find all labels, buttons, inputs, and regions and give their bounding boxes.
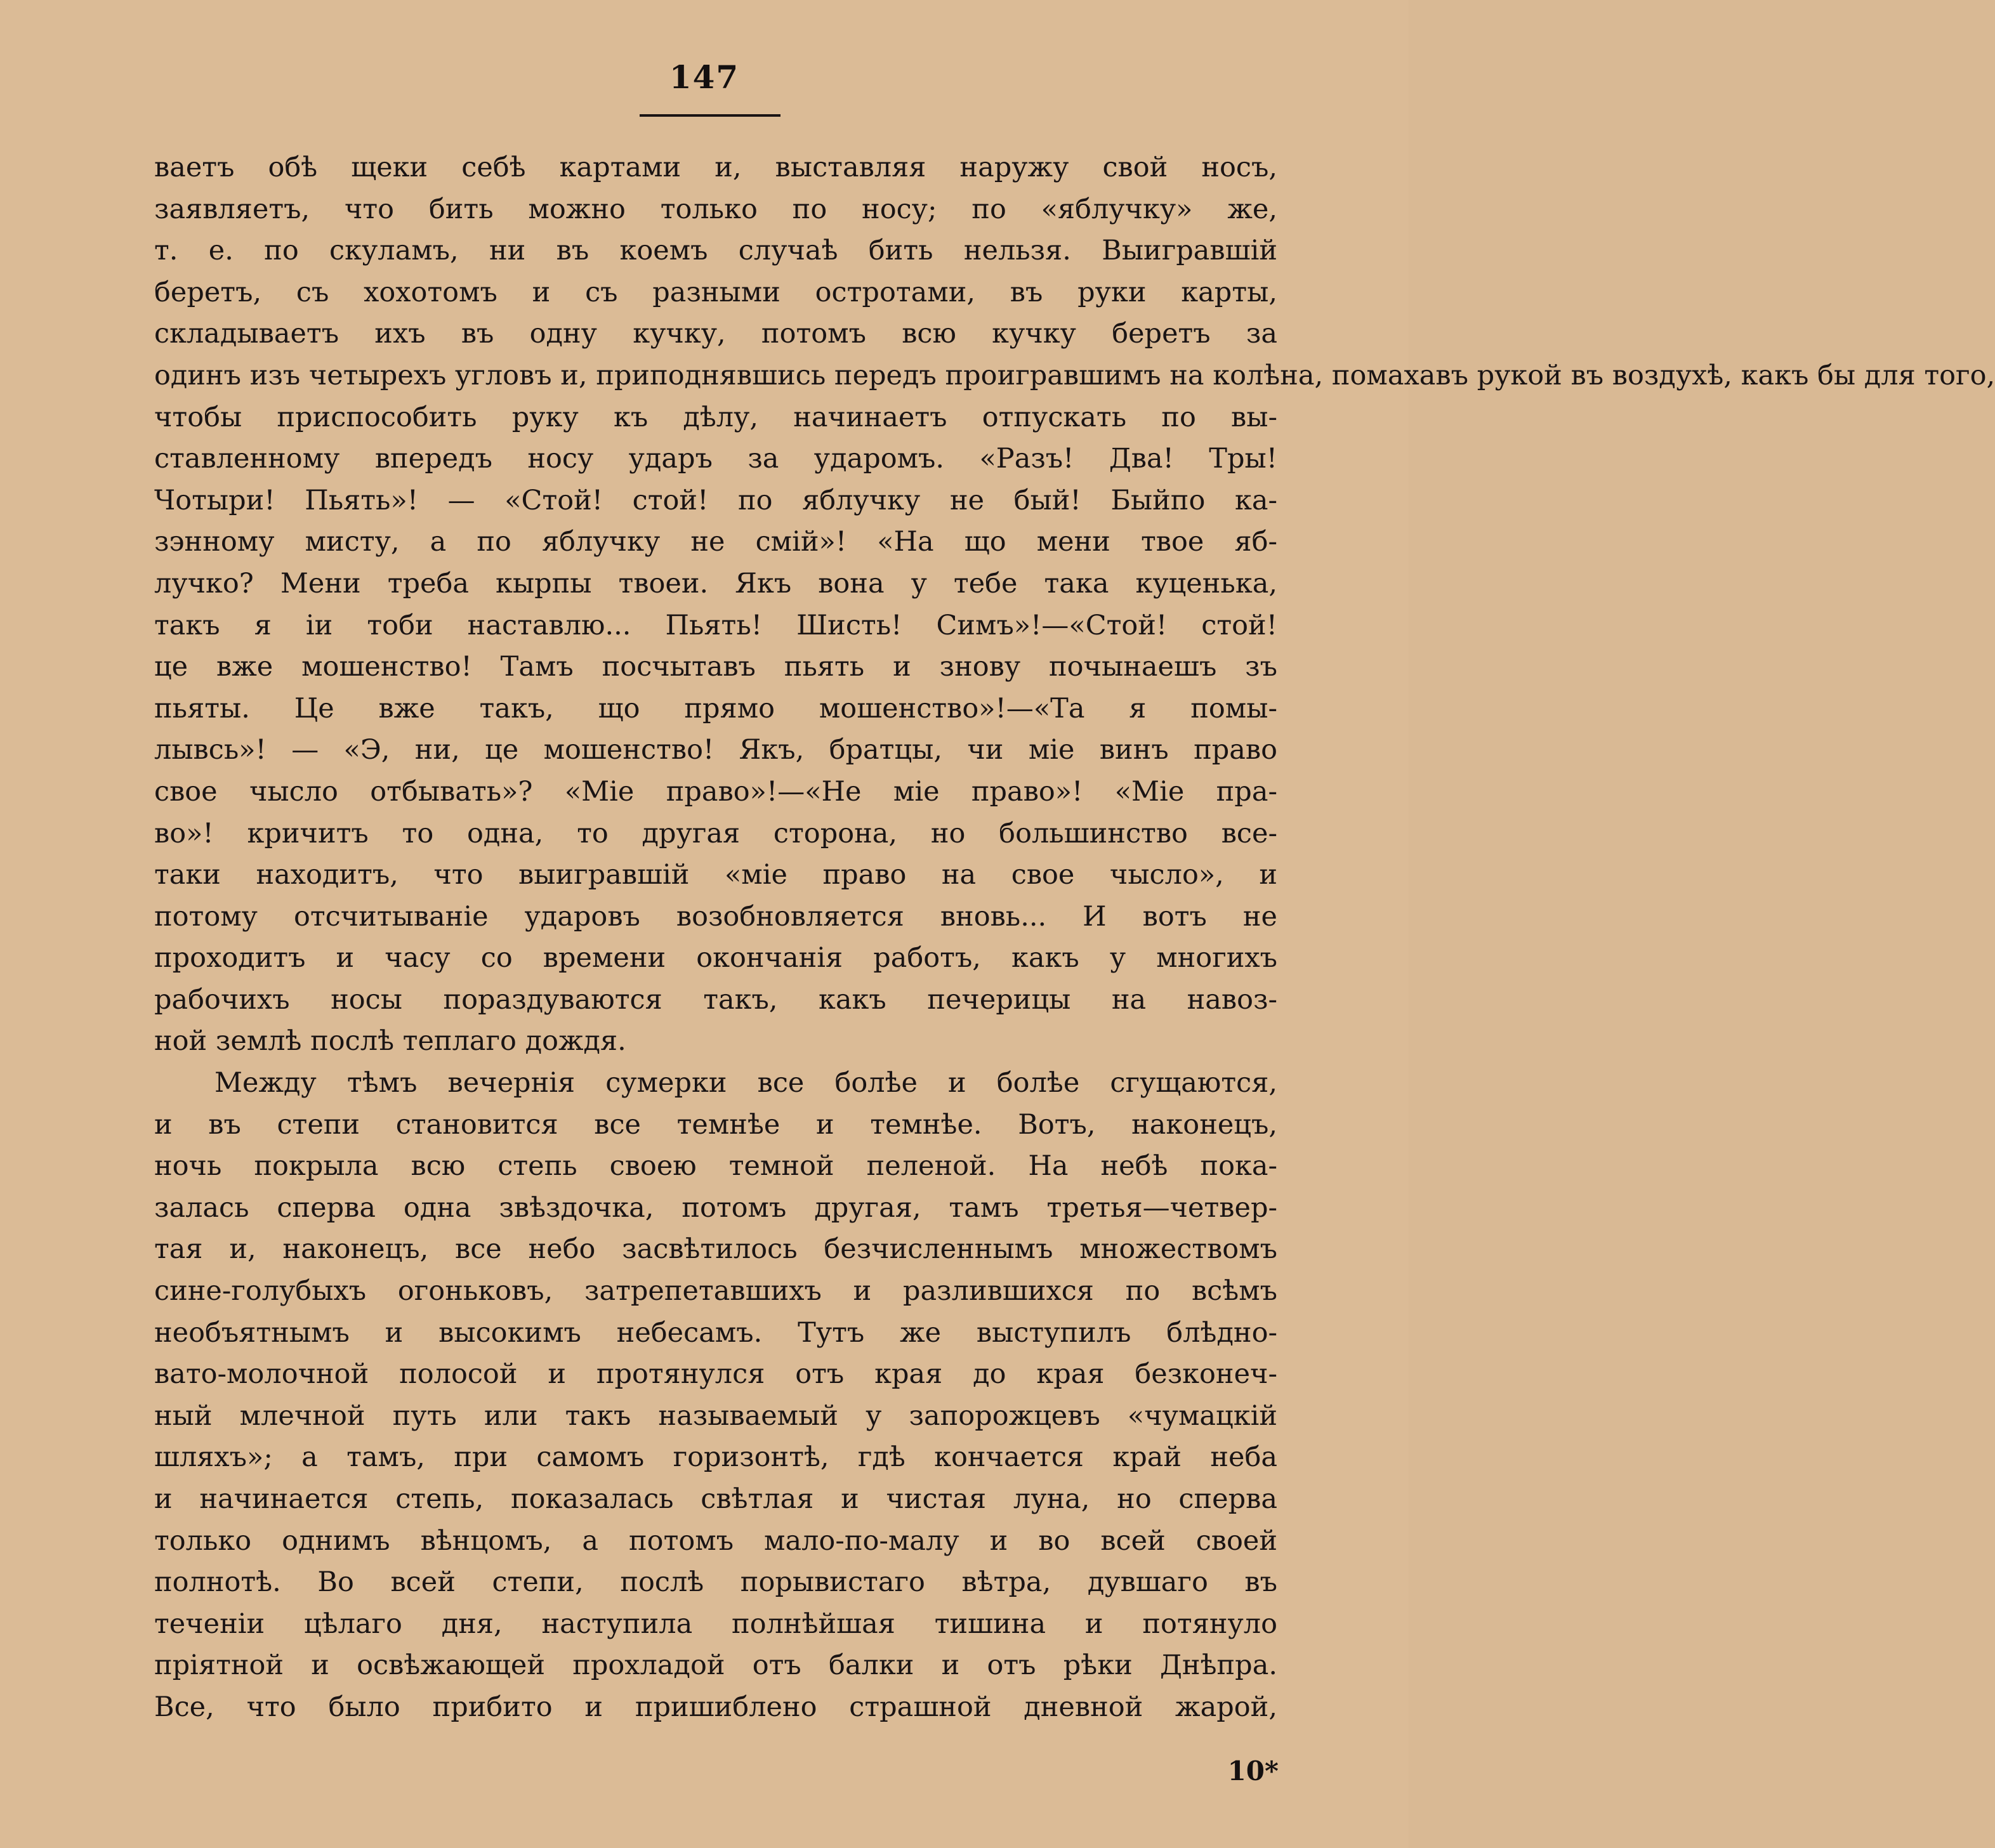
text-line: ваетъ обѣ щеки себѣ картами и, выставляя наружу свой носъ,: [154, 152, 1277, 183]
text-line: ный млечной путь или такъ называемый у запорожцевъ «чумацкій: [154, 1399, 1277, 1432]
text-line: т. е. по скуламъ, ни въ коемъ случаѣ бить нельзя. Выигравшій: [154, 235, 1277, 267]
text-line: чтобы приспособить руку къ дѣлу, начинаетъ отпускать по вы-: [154, 401, 1277, 433]
text-line: лывсь»! — «Э, ни, це мошенство! Якъ, братцы, чи міе винъ право: [154, 734, 1277, 766]
text-line: ночь покрыла всю степь своею темной пеленой. На небѣ пока-: [154, 1150, 1277, 1183]
text-line: и начинается степь, показалась свѣтлая и чистая луна, но сперва: [154, 1483, 1277, 1515]
text-line: таки находитъ, что выигравшій «міе право на свое чысло», и: [154, 859, 1277, 891]
text-line: шляхъ»; а тамъ, при самомъ горизонтѣ, гдѣ кончается край неба: [154, 1441, 1277, 1474]
text-line: заявляетъ, что бить можно только по носу; по «яблучку» же,: [154, 193, 1277, 225]
text-line: потому отсчитываніе ударовъ возобновляется вновь... И вотъ не: [154, 900, 1277, 933]
text-line: полнотѣ. Во всей степи, послѣ порывистаго вѣтра, дувшаго въ: [154, 1566, 1277, 1599]
text-line: только однимъ вѣнцомъ, а потомъ мало-по-малу и во всей своей: [154, 1524, 1277, 1557]
text-line: вато-молочной полосой и протянулся отъ края до края безконеч-: [154, 1358, 1277, 1391]
text-line: Между тѣмъ вечернія сумерки все болѣе и болѣе сгущаются,: [214, 1067, 1277, 1099]
text-line: рабочихъ носы пораздуваются такъ, какъ печерицы на навоз-: [154, 983, 1277, 1016]
text-line: необъятнымъ и высокимъ небесамъ. Тутъ же выступилъ блѣдно-: [154, 1316, 1277, 1349]
text-line: одинъ изъ четырехъ угловъ и, приподнявшись передъ проигравшимъ на колѣна, помахавъ рукой въ воздухѣ, какъ бы для того,: [154, 359, 1995, 391]
body-text: [154, 147, 1995, 1729]
text-line: зэнному мисту, а по яблучку не смій»! «На що мени твое яб-: [154, 526, 1277, 558]
text-line: лучко? Мени треба кырпы твоеи. Якъ вона у тебе така куценька,: [154, 567, 1277, 600]
text-line: проходитъ и часу со времени окончанія работъ, какъ у многихъ: [154, 942, 1277, 974]
text-line: и въ степи становится все темнѣе и темнѣе. Вотъ, наконецъ,: [154, 1108, 1277, 1141]
text-line: беретъ, съ хохотомъ и съ разными остротами, въ руки карты,: [154, 276, 1277, 308]
text-line: свое чысло отбывать»? «Міе право»!—«Не міе право»! «Міе пра-: [154, 775, 1277, 808]
text-line: ставленному впередъ носу ударъ за ударомъ. «Разъ! Два! Тры!: [154, 443, 1277, 475]
text-line: складываетъ ихъ въ одну кучку, потомъ всю кучку беретъ за: [154, 318, 1277, 350]
text-line: ной землѣ послѣ теплаго дождя.: [154, 1025, 626, 1058]
text-line: пріятной и освѣжающей прохладой отъ балки и отъ рѣки Днѣпра.: [154, 1649, 1277, 1682]
text-line: теченіи цѣлаго дня, наступила полнѣйшая тишина и потянуло: [154, 1608, 1277, 1640]
text-line: такъ я іи тоби наставлю... Пьять! Шисть! Симъ»!—«Стой! стой!: [154, 609, 1277, 641]
header-rule: [640, 114, 780, 117]
text-line: тая и, наконецъ, все небо засвѣтилось безчисленнымъ множествомъ: [154, 1233, 1277, 1266]
text-line: во»! кричитъ то одна, то другая сторона, но большинство все-: [154, 817, 1277, 849]
text-line: Все, что было прибито и пришиблено страшной дневной жарой,: [154, 1691, 1277, 1723]
text-line: Чотыри! Пьять»! — «Стой! стой! по яблучку не бый! Быйпо ка-: [154, 484, 1277, 516]
text-line: це вже мошенство! Тамъ посчытавъ пьять и знову почынаешъ зъ: [154, 651, 1277, 683]
page-number: 147: [669, 58, 740, 96]
text-line: залась сперва одна звѣздочка, потомъ другая, тамъ третья—четвер-: [154, 1191, 1277, 1224]
paragraph-2: [154, 1063, 1277, 1729]
text-line: сине-голубыхъ огоньковъ, затрепетавшихъ и разлившихся по всѣмъ: [154, 1275, 1277, 1307]
text-line: пьяты. Це вже такъ, що прямо мошенство»!—«Та я помы-: [154, 692, 1277, 724]
signature-mark: 10*: [1227, 1755, 1279, 1786]
paragraph-1: [154, 147, 1995, 1063]
